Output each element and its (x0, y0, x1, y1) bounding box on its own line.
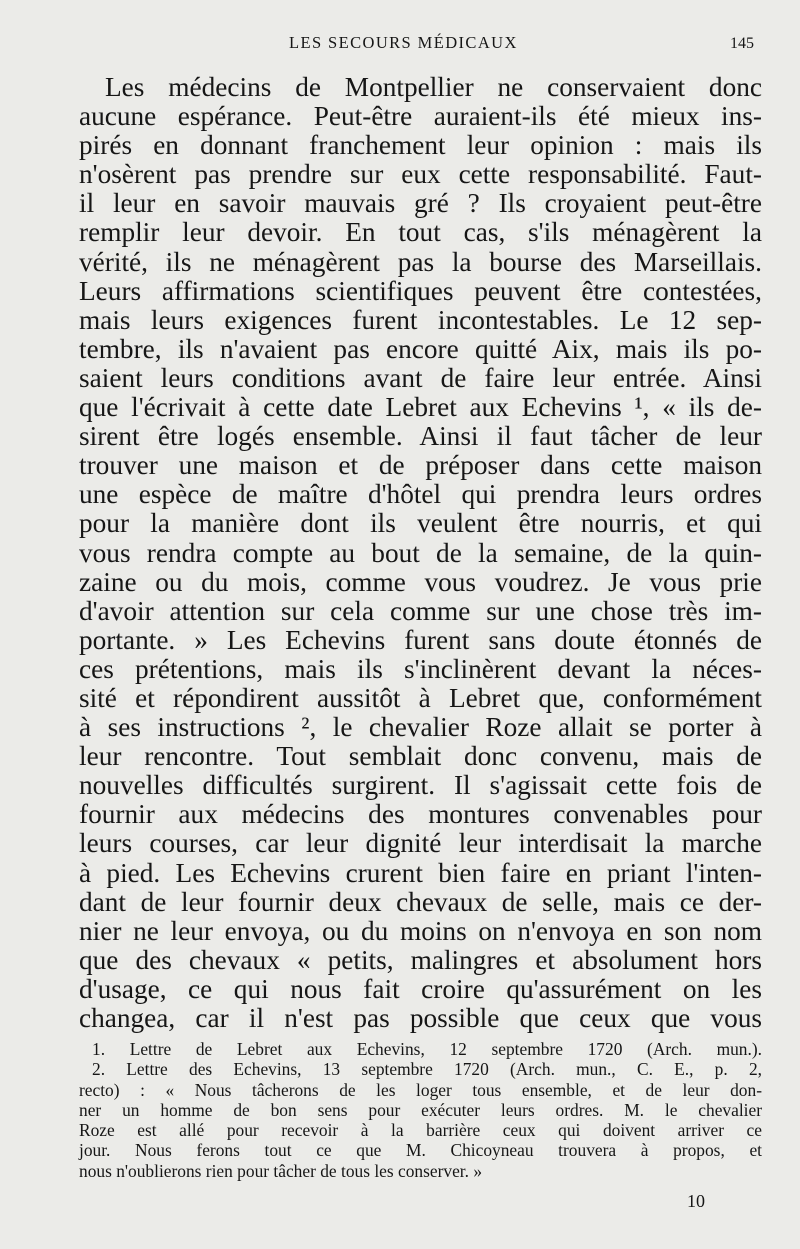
footnote-line: jour. Nous ferons tout ce que M. Chicoyneau trouvera à propos, et (79, 1140, 762, 1161)
body-line: saient leurs conditions avant de faire leur entrée. Ainsi (79, 362, 762, 393)
body-line: zaine ou du mois, comme vous voudrez. Je vous prie (79, 566, 762, 597)
body-line: leurs courses, car leur dignité leur interdisait la marche (79, 828, 762, 859)
body-line: il leur en savoir mauvais gré ? Ils croyaient peut-être (79, 188, 762, 219)
running-head (0, 33, 800, 57)
body-line: nouvelles difficultés surgirent. Il s'agissait cette fois de (79, 770, 762, 801)
body-line: pour la manière dont ils veulent être nourris, et qui (79, 508, 762, 539)
body-line: tembre, ils n'avaient pas encore quitté Aix, mais ils po- (79, 333, 762, 364)
body-line: vous rendra compte au bout de la semaine, de la quin- (79, 537, 762, 568)
body-line: ces prétentions, mais ils s'inclinèrent devant la néces- (79, 653, 762, 684)
body-line: d'usage, ce qui nous fait croire qu'assurément on les (79, 973, 762, 1004)
body-line: sité et répondirent aussitôt à Lebret que, conformément (79, 682, 762, 713)
body-line: mais leurs exigences furent incontestables. Le 12 sep- (79, 304, 762, 335)
signature-mark: 10 (687, 1191, 705, 1211)
footnote-line: nous n'oublierons rien pour tâcher de tous les conserver. » (79, 1160, 483, 1181)
body-line: sirent être logés ensemble. Ainsi il faut tâcher de leur (79, 421, 762, 452)
footnote-1: 1. Lettre de Lebret aux Echevins, 12 septembre 1720 (Arch. mun.). (92, 1039, 762, 1059)
body-line: portante. » Les Echevins furent sans doute étonnés de (79, 624, 762, 655)
body-line: que des chevaux « petits, malingres et absolument hors (79, 944, 762, 975)
body-line: pirés en donnant franchement leur opinion : mais ils (79, 130, 762, 161)
body-text (79, 73, 762, 1033)
body-line: Les médecins de Montpellier ne conservaient donc (105, 72, 762, 102)
body-line: une espèce de maître d'hôtel qui prendra leurs ordres (79, 479, 762, 510)
page-number: 145 (730, 35, 754, 52)
body-line: dant de leur fournir deux chevaux de selle, mais ce der- (79, 886, 762, 917)
body-line: trouver une maison et de préposer dans cette maison (79, 450, 762, 481)
body-line: changea, car il n'est pas possible que ceux que vous (79, 1003, 762, 1033)
body-line: fournir aux médecins des montures convenables pour (79, 799, 762, 830)
body-line: nier ne leur envoya, ou du moins on n'envoya en son nom (79, 915, 762, 946)
running-title: LES SECOURS MÉDICAUX (289, 33, 518, 52)
body-line: à pied. Les Echevins crurent bien faire en priant l'inten- (79, 857, 762, 888)
footnote-2: 2. Lettre des Echevins, 13 septembre 1720 (Arch. mun., C. E., p. 2, (92, 1059, 762, 1080)
body-line: remplir leur devoir. En tout cas, s'ils ménagèrent la (79, 217, 762, 248)
body-line: leur rencontre. Tout semblait donc convenu, mais de (79, 741, 762, 772)
body-line: à ses instructions ², le chevalier Roze allait se porter à (79, 712, 762, 743)
body-line: d'avoir attention sur cela comme sur une chose très im- (79, 595, 762, 626)
footnote-line: Roze est allé pour recevoir à la barrière ceux qui doivent arriver ce (79, 1120, 762, 1141)
footnote-line: ner un homme de bon sens pour exécuter leurs ordres. M. le chevalier (79, 1099, 762, 1120)
body-line: n'osèrent pas prendre sur eux cette responsabilité. Faut- (79, 159, 762, 190)
body-line: aucune espérance. Peut-être auraient-ils été mieux ins- (79, 101, 762, 132)
footnotes (79, 1039, 762, 1181)
footnote-line: recto) : « Nous tâcherons de les loger tous ensemble, et de leur don- (79, 1079, 762, 1100)
body-line: Leurs affirmations scientifiques peuvent être contestées, (79, 275, 762, 306)
body-line: vérité, ils ne ménagèrent pas la bourse des Marseillais. (79, 246, 762, 277)
body-line: que l'écrivait à cette date Lebret aux Echevins ¹, « ils de- (79, 392, 762, 423)
